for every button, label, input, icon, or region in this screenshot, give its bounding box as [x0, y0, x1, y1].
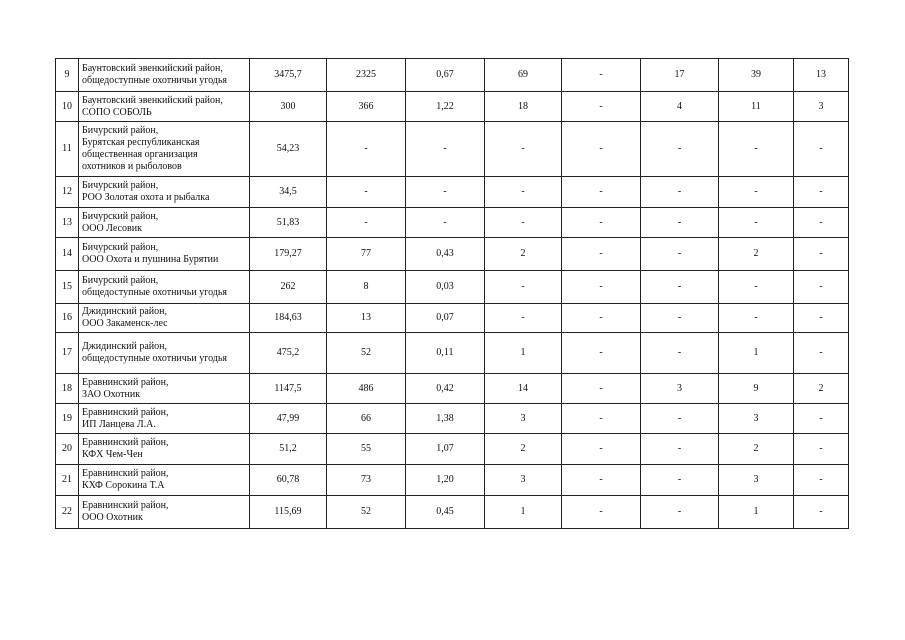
value-cell-c5: -	[641, 333, 719, 374]
value-cell-c7: -	[794, 122, 849, 177]
value-cell-c4: -	[562, 92, 641, 122]
name-line: Джидинский район,	[82, 341, 168, 352]
value-cell-c3: -	[485, 208, 562, 238]
value-cell-c7: -	[794, 434, 849, 465]
value-cell-c4: -	[562, 304, 641, 333]
table-row	[56, 434, 849, 465]
table-row	[56, 92, 849, 122]
area-cell: 475,2	[250, 333, 327, 374]
name-line: Еравнинский район,	[82, 376, 169, 388]
value-cell-c1: -	[327, 122, 406, 177]
value-cell-c6: 3	[719, 465, 794, 496]
value-cell-c4: -	[562, 122, 641, 177]
value-cell-c2: 0,45	[406, 496, 485, 529]
table-row	[56, 208, 849, 238]
name-line: Еравнинский район,	[82, 500, 169, 511]
value-cell-c4: -	[562, 374, 641, 404]
value-cell-c7: -	[794, 177, 849, 208]
row-number: 11	[56, 122, 79, 177]
value-cell-c4: -	[562, 238, 641, 271]
value-cell-c1: 486	[327, 374, 406, 404]
value-cell-c2: 0,42	[406, 374, 485, 404]
value-cell-c1: -	[327, 208, 406, 238]
value-cell-c2: 1,07	[406, 434, 485, 465]
value-cell-c6: -	[719, 177, 794, 208]
area-cell: 300	[250, 92, 327, 122]
value-cell-c4: -	[562, 271, 641, 304]
value-cell-c3: -	[485, 304, 562, 333]
area-cell: 262	[250, 271, 327, 304]
value-cell-c4: -	[562, 177, 641, 208]
value-cell-c1: -	[327, 177, 406, 208]
value-cell-c6: 11	[719, 92, 794, 122]
value-cell-c3: -	[485, 177, 562, 208]
value-cell-c3: 2	[485, 238, 562, 271]
name-line: Бичурский район,	[82, 125, 159, 136]
value-cell-c6: 1	[719, 496, 794, 529]
value-cell-c1: 77	[327, 238, 406, 271]
row-number: 20	[56, 434, 79, 465]
table-row	[56, 177, 849, 208]
area-cell: 1147,5	[250, 374, 327, 404]
name-line: ООО Лесовик	[82, 222, 142, 234]
value-cell-c2: 1,20	[406, 465, 485, 496]
name-line: Баунтовский эвенкийский район,	[82, 94, 223, 106]
name-line: КХФ Сорокина Т.А	[82, 480, 165, 491]
name-line: ООО Закаменск-лес	[82, 318, 168, 329]
name-line: Еравнинский район,	[82, 406, 169, 418]
value-cell-c3: 69	[485, 59, 562, 92]
value-cell-c6: -	[719, 271, 794, 304]
value-cell-c3: 3	[485, 465, 562, 496]
value-cell-c6: 2	[719, 434, 794, 465]
value-cell-c3: -	[485, 122, 562, 177]
name-line: Еравнинский район,	[82, 437, 169, 448]
name-line: ЗАО Охотник	[82, 388, 141, 400]
name-line: Бичурский район,	[82, 210, 159, 222]
area-cell: 115,69	[250, 496, 327, 529]
name-line: Бичурский район,	[82, 275, 159, 286]
hunting-ground-name	[79, 271, 250, 304]
table-row	[56, 304, 849, 333]
table-row	[56, 122, 849, 177]
value-cell-c1: 55	[327, 434, 406, 465]
value-cell-c7: -	[794, 271, 849, 304]
value-cell-c5: -	[641, 404, 719, 434]
value-cell-c4: -	[562, 333, 641, 374]
value-cell-c1: 52	[327, 333, 406, 374]
value-cell-c7: -	[794, 404, 849, 434]
value-cell-c5: -	[641, 177, 719, 208]
value-cell-c4: -	[562, 465, 641, 496]
row-number: 10	[56, 92, 79, 122]
value-cell-c4: -	[562, 208, 641, 238]
value-cell-c2: -	[406, 122, 485, 177]
table-row	[56, 238, 849, 271]
row-number: 16	[56, 304, 79, 333]
value-cell-c2: 0,11	[406, 333, 485, 374]
area-cell: 51,2	[250, 434, 327, 465]
hunting-ground-name	[79, 177, 250, 208]
value-cell-c3: 2	[485, 434, 562, 465]
value-cell-c2: 0,67	[406, 59, 485, 92]
table-row	[56, 465, 849, 496]
value-cell-c4: -	[562, 434, 641, 465]
value-cell-c2: 1,22	[406, 92, 485, 122]
value-cell-c1: 66	[327, 404, 406, 434]
value-cell-c2: -	[406, 177, 485, 208]
row-number: 19	[56, 404, 79, 434]
value-cell-c7: -	[794, 304, 849, 333]
value-cell-c5: -	[641, 271, 719, 304]
table-row	[56, 374, 849, 404]
name-line: Бичурский район,	[82, 180, 159, 191]
area-cell: 51,83	[250, 208, 327, 238]
area-cell: 54,23	[250, 122, 327, 177]
value-cell-c7: -	[794, 208, 849, 238]
hunting-ground-name	[79, 434, 250, 465]
value-cell-c5: 17	[641, 59, 719, 92]
hunting-grounds-table	[55, 58, 849, 529]
name-line: ИП Ланцева Л.А.	[82, 418, 156, 430]
value-cell-c5: -	[641, 238, 719, 271]
name-line: Баунтовский эвенкийский район,	[82, 63, 223, 74]
value-cell-c1: 73	[327, 465, 406, 496]
name-line: общедоступные охотничьи угодья	[82, 287, 228, 298]
value-cell-c3: 18	[485, 92, 562, 122]
name-line: общедоступные охотничьи угодья	[82, 75, 228, 86]
value-cell-c7: -	[794, 333, 849, 374]
table-row	[56, 59, 849, 92]
value-cell-c1: 52	[327, 496, 406, 529]
row-number: 22	[56, 496, 79, 529]
table-row	[56, 333, 849, 374]
value-cell-c7: -	[794, 238, 849, 271]
value-cell-c6: 3	[719, 404, 794, 434]
area-cell: 47,99	[250, 404, 327, 434]
table-row	[56, 496, 849, 529]
area-cell: 34,5	[250, 177, 327, 208]
value-cell-c4: -	[562, 404, 641, 434]
row-number: 13	[56, 208, 79, 238]
value-cell-c1: 2325	[327, 59, 406, 92]
name-line: общедоступные охотничьи угодья	[82, 353, 228, 364]
value-cell-c2: 1,38	[406, 404, 485, 434]
value-cell-c4: -	[562, 59, 641, 92]
row-number: 14	[56, 238, 79, 271]
area-cell: 184,63	[250, 304, 327, 333]
name-line: ООО Охота и пушнина Бурятии	[82, 254, 219, 265]
value-cell-c5: 4	[641, 92, 719, 122]
value-cell-c2: 0,03	[406, 271, 485, 304]
value-cell-c5: -	[641, 208, 719, 238]
hunting-ground-name	[79, 304, 250, 333]
name-line: общественная организация	[82, 149, 198, 160]
name-line: КФХ Чем-Чен	[82, 449, 143, 460]
value-cell-c7: 3	[794, 92, 849, 122]
value-cell-c3: 3	[485, 404, 562, 434]
value-cell-c1: 366	[327, 92, 406, 122]
value-cell-c5: -	[641, 465, 719, 496]
row-number: 17	[56, 333, 79, 374]
value-cell-c5: -	[641, 122, 719, 177]
value-cell-c1: 13	[327, 304, 406, 333]
hunting-ground-name	[79, 496, 250, 529]
name-line: Бичурский район,	[82, 242, 159, 253]
name-line: охотников и рыболовов	[82, 161, 182, 172]
hunting-ground-name	[79, 208, 250, 238]
hunting-ground-name	[79, 92, 250, 122]
name-line: СОПО СОБОЛЬ	[82, 106, 152, 118]
hunting-ground-name	[79, 59, 250, 92]
value-cell-c6: 1	[719, 333, 794, 374]
value-cell-c2: -	[406, 208, 485, 238]
value-cell-c7: 13	[794, 59, 849, 92]
row-number: 15	[56, 271, 79, 304]
hunting-ground-name	[79, 122, 250, 177]
name-line: Джидинский район,	[82, 306, 168, 317]
area-cell: 179,27	[250, 238, 327, 271]
hunting-ground-name	[79, 238, 250, 271]
value-cell-c6: 39	[719, 59, 794, 92]
row-number: 12	[56, 177, 79, 208]
value-cell-c3: -	[485, 271, 562, 304]
table-body	[56, 59, 849, 529]
row-number: 9	[56, 59, 79, 92]
value-cell-c2: 0,07	[406, 304, 485, 333]
value-cell-c3: 1	[485, 333, 562, 374]
value-cell-c6: 9	[719, 374, 794, 404]
hunting-ground-name	[79, 333, 250, 374]
value-cell-c5: -	[641, 434, 719, 465]
value-cell-c7: -	[794, 496, 849, 529]
table-row	[56, 271, 849, 304]
name-line: РОО Золотая охота и рыбалка	[82, 192, 210, 203]
value-cell-c3: 14	[485, 374, 562, 404]
value-cell-c6: -	[719, 208, 794, 238]
hunting-ground-name	[79, 465, 250, 496]
name-line: Еравнинский район,	[82, 468, 169, 479]
area-cell: 3475,7	[250, 59, 327, 92]
value-cell-c2: 0,43	[406, 238, 485, 271]
value-cell-c6: -	[719, 304, 794, 333]
area-cell: 60,78	[250, 465, 327, 496]
row-number: 21	[56, 465, 79, 496]
hunting-ground-name	[79, 404, 250, 434]
value-cell-c7: 2	[794, 374, 849, 404]
value-cell-c5: 3	[641, 374, 719, 404]
value-cell-c4: -	[562, 496, 641, 529]
row-number: 18	[56, 374, 79, 404]
name-line: ООО Охотник	[82, 512, 143, 523]
value-cell-c6: 2	[719, 238, 794, 271]
value-cell-c6: -	[719, 122, 794, 177]
value-cell-c5: -	[641, 304, 719, 333]
value-cell-c1: 8	[327, 271, 406, 304]
table-row	[56, 404, 849, 434]
value-cell-c7: -	[794, 465, 849, 496]
value-cell-c5: -	[641, 496, 719, 529]
name-line: Бурятская республиканская	[82, 137, 200, 148]
value-cell-c3: 1	[485, 496, 562, 529]
hunting-ground-name	[79, 374, 250, 404]
